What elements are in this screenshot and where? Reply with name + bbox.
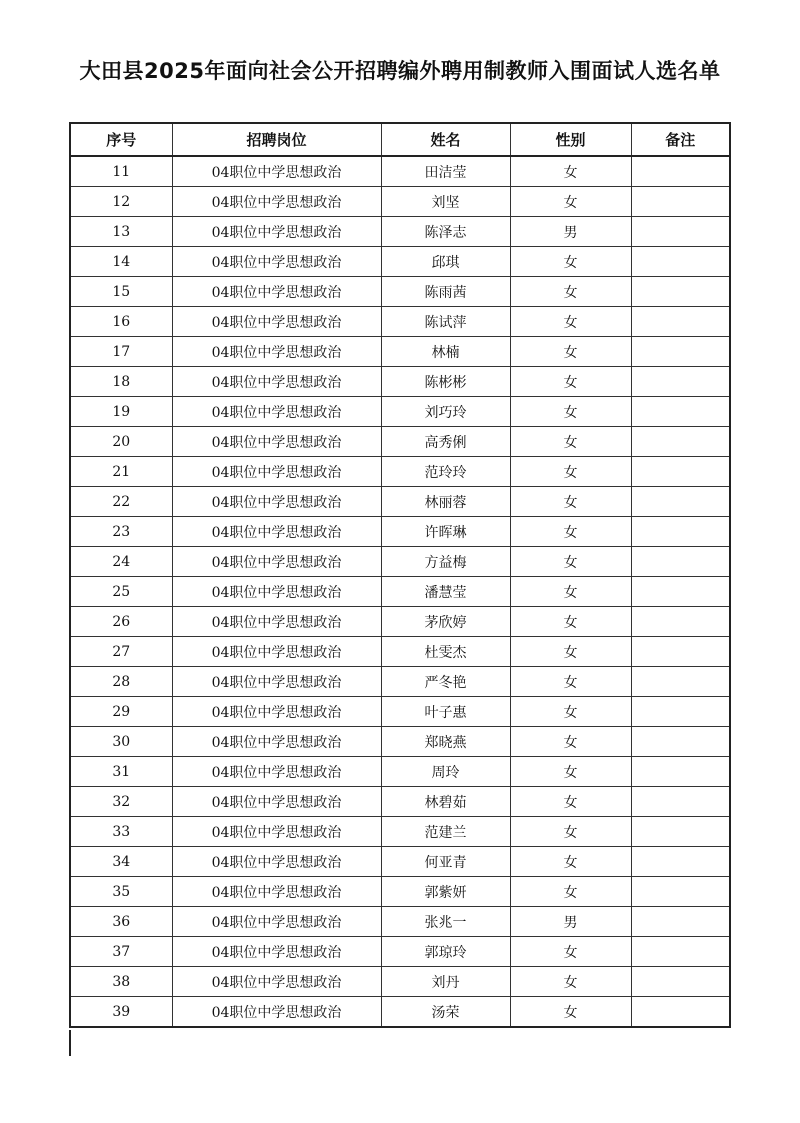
cell-gender: 女 — [510, 547, 631, 577]
cell-serial-number: 16 — [70, 307, 172, 337]
cell-remarks — [631, 877, 730, 907]
cell-remarks — [631, 937, 730, 967]
header-gender: 性别 — [510, 123, 631, 156]
cell-gender: 女 — [510, 337, 631, 367]
cell-name: 叶子惠 — [381, 697, 510, 727]
table-row — [70, 547, 730, 577]
cell-name: 林碧茹 — [381, 787, 510, 817]
cell-remarks — [631, 337, 730, 367]
cell-gender: 女 — [510, 727, 631, 757]
cell-name: 范玲玲 — [381, 457, 510, 487]
cell-name: 张兆一 — [381, 907, 510, 937]
cell-gender: 女 — [510, 817, 631, 847]
cell-position: 04职位中学思想政治 — [172, 307, 381, 337]
cell-position: 04职位中学思想政治 — [172, 667, 381, 697]
cell-remarks — [631, 397, 730, 427]
cell-position: 04职位中学思想政治 — [172, 247, 381, 277]
cell-serial-number: 20 — [70, 427, 172, 457]
cell-position: 04职位中学思想政治 — [172, 577, 381, 607]
table-row — [70, 967, 730, 997]
cell-gender: 女 — [510, 967, 631, 997]
cell-remarks — [631, 547, 730, 577]
cell-gender: 女 — [510, 247, 631, 277]
cell-serial-number: 29 — [70, 697, 172, 727]
cell-gender: 女 — [510, 787, 631, 817]
cell-name: 林丽蓉 — [381, 487, 510, 517]
candidate-table — [69, 122, 731, 1028]
cell-remarks — [631, 277, 730, 307]
table-row — [70, 607, 730, 637]
cell-position: 04职位中学思想政治 — [172, 967, 381, 997]
cell-name: 范建兰 — [381, 817, 510, 847]
cell-position: 04职位中学思想政治 — [172, 607, 381, 637]
cell-gender: 女 — [510, 847, 631, 877]
cell-gender: 女 — [510, 156, 631, 187]
cell-serial-number: 14 — [70, 247, 172, 277]
cell-gender: 女 — [510, 937, 631, 967]
cell-serial-number: 13 — [70, 217, 172, 247]
cell-gender: 女 — [510, 997, 631, 1028]
cell-remarks — [631, 427, 730, 457]
cell-position: 04职位中学思想政治 — [172, 156, 381, 187]
cell-position: 04职位中学思想政治 — [172, 697, 381, 727]
cell-serial-number: 24 — [70, 547, 172, 577]
cell-remarks — [631, 727, 730, 757]
cell-position: 04职位中学思想政治 — [172, 877, 381, 907]
cell-gender: 女 — [510, 517, 631, 547]
table-row — [70, 187, 730, 217]
table-row — [70, 367, 730, 397]
cell-position: 04职位中学思想政治 — [172, 367, 381, 397]
cell-position: 04职位中学思想政治 — [172, 457, 381, 487]
table-body — [70, 156, 730, 1027]
cell-gender: 女 — [510, 487, 631, 517]
cell-position: 04职位中学思想政治 — [172, 487, 381, 517]
cell-position: 04职位中学思想政治 — [172, 847, 381, 877]
cell-serial-number: 23 — [70, 517, 172, 547]
cell-name: 陈泽志 — [381, 217, 510, 247]
cell-serial-number: 38 — [70, 967, 172, 997]
cell-name: 周玲 — [381, 757, 510, 787]
cell-serial-number: 15 — [70, 277, 172, 307]
cell-name: 郑晓燕 — [381, 727, 510, 757]
table-row — [70, 877, 730, 907]
cell-remarks — [631, 967, 730, 997]
header-remarks: 备注 — [631, 123, 730, 156]
cell-position: 04职位中学思想政治 — [172, 907, 381, 937]
cell-name: 刘巧玲 — [381, 397, 510, 427]
table-row — [70, 337, 730, 367]
cell-remarks — [631, 187, 730, 217]
cell-position: 04职位中学思想政治 — [172, 397, 381, 427]
table-row — [70, 907, 730, 937]
table-row — [70, 247, 730, 277]
table-row — [70, 397, 730, 427]
cell-gender: 女 — [510, 187, 631, 217]
table-row — [70, 727, 730, 757]
cell-gender: 女 — [510, 637, 631, 667]
table-row — [70, 817, 730, 847]
cell-gender: 女 — [510, 457, 631, 487]
table-row — [70, 577, 730, 607]
cell-serial-number: 25 — [70, 577, 172, 607]
table-header — [70, 123, 730, 156]
cell-name: 何亚青 — [381, 847, 510, 877]
cell-name: 方益梅 — [381, 547, 510, 577]
cell-remarks — [631, 697, 730, 727]
cell-serial-number: 39 — [70, 997, 172, 1028]
cell-name: 高秀俐 — [381, 427, 510, 457]
cell-position: 04职位中学思想政治 — [172, 337, 381, 367]
cell-remarks — [631, 367, 730, 397]
cell-serial-number: 37 — [70, 937, 172, 967]
cell-serial-number: 18 — [70, 367, 172, 397]
table-row — [70, 427, 730, 457]
cell-name: 刘坚 — [381, 187, 510, 217]
cell-remarks — [631, 307, 730, 337]
cell-name: 邱琪 — [381, 247, 510, 277]
cell-serial-number: 32 — [70, 787, 172, 817]
table-row — [70, 847, 730, 877]
cell-gender: 女 — [510, 757, 631, 787]
cell-gender: 男 — [510, 907, 631, 937]
cell-name: 陈试萍 — [381, 307, 510, 337]
cell-gender: 女 — [510, 877, 631, 907]
cell-position: 04职位中学思想政治 — [172, 997, 381, 1028]
cell-gender: 女 — [510, 397, 631, 427]
header-position: 招聘岗位 — [172, 123, 381, 156]
cell-remarks — [631, 577, 730, 607]
table-row — [70, 307, 730, 337]
cell-remarks — [631, 156, 730, 187]
cell-position: 04职位中学思想政治 — [172, 787, 381, 817]
header-serial-number: 序号 — [70, 123, 172, 156]
cell-remarks — [631, 247, 730, 277]
cell-position: 04职位中学思想政治 — [172, 517, 381, 547]
cell-position: 04职位中学思想政治 — [172, 937, 381, 967]
cell-position: 04职位中学思想政治 — [172, 727, 381, 757]
cell-name: 田洁莹 — [381, 156, 510, 187]
cell-remarks — [631, 757, 730, 787]
cell-position: 04职位中学思想政治 — [172, 427, 381, 457]
cell-position: 04职位中学思想政治 — [172, 637, 381, 667]
cell-name: 许晖琳 — [381, 517, 510, 547]
table-row — [70, 697, 730, 727]
table-row — [70, 787, 730, 817]
cell-position: 04职位中学思想政治 — [172, 277, 381, 307]
header-row — [70, 123, 730, 156]
table-row — [70, 517, 730, 547]
cell-serial-number: 22 — [70, 487, 172, 517]
table-row — [70, 156, 730, 187]
table-border-continuation — [69, 1030, 71, 1056]
cell-gender: 女 — [510, 577, 631, 607]
cell-name: 汤荣 — [381, 997, 510, 1028]
cell-remarks — [631, 847, 730, 877]
cell-remarks — [631, 487, 730, 517]
cell-name: 陈彬彬 — [381, 367, 510, 397]
header-name: 姓名 — [381, 123, 510, 156]
cell-serial-number: 33 — [70, 817, 172, 847]
cell-name: 陈雨茜 — [381, 277, 510, 307]
table-row — [70, 487, 730, 517]
cell-serial-number: 31 — [70, 757, 172, 787]
cell-remarks — [631, 817, 730, 847]
cell-remarks — [631, 217, 730, 247]
table-row — [70, 277, 730, 307]
cell-remarks — [631, 667, 730, 697]
cell-remarks — [631, 517, 730, 547]
cell-name: 杜雯杰 — [381, 637, 510, 667]
cell-remarks — [631, 787, 730, 817]
cell-remarks — [631, 637, 730, 667]
cell-gender: 男 — [510, 217, 631, 247]
cell-gender: 女 — [510, 607, 631, 637]
cell-serial-number: 26 — [70, 607, 172, 637]
cell-name: 刘丹 — [381, 967, 510, 997]
table-row — [70, 937, 730, 967]
cell-serial-number: 36 — [70, 907, 172, 937]
cell-serial-number: 34 — [70, 847, 172, 877]
cell-position: 04职位中学思想政治 — [172, 217, 381, 247]
cell-remarks — [631, 457, 730, 487]
cell-gender: 女 — [510, 667, 631, 697]
table-row — [70, 217, 730, 247]
cell-serial-number: 11 — [70, 156, 172, 187]
table-row — [70, 757, 730, 787]
cell-name: 郭琼玲 — [381, 937, 510, 967]
cell-serial-number: 28 — [70, 667, 172, 697]
table-row — [70, 997, 730, 1028]
cell-gender: 女 — [510, 697, 631, 727]
table-row — [70, 667, 730, 697]
cell-position: 04职位中学思想政治 — [172, 547, 381, 577]
cell-serial-number: 35 — [70, 877, 172, 907]
table-row — [70, 637, 730, 667]
cell-serial-number: 27 — [70, 637, 172, 667]
cell-gender: 女 — [510, 427, 631, 457]
cell-serial-number: 19 — [70, 397, 172, 427]
cell-serial-number: 12 — [70, 187, 172, 217]
cell-position: 04职位中学思想政治 — [172, 757, 381, 787]
table-row — [70, 457, 730, 487]
cell-remarks — [631, 907, 730, 937]
cell-gender: 女 — [510, 277, 631, 307]
cell-serial-number: 17 — [70, 337, 172, 367]
cell-name: 林楠 — [381, 337, 510, 367]
cell-gender: 女 — [510, 367, 631, 397]
cell-name: 郭紫妍 — [381, 877, 510, 907]
page-title: 大田县2025年面向社会公开招聘编外聘用制教师入围面试人选名单 — [79, 59, 721, 83]
cell-position: 04职位中学思想政治 — [172, 817, 381, 847]
cell-gender: 女 — [510, 307, 631, 337]
cell-position: 04职位中学思想政治 — [172, 187, 381, 217]
cell-remarks — [631, 607, 730, 637]
cell-remarks — [631, 997, 730, 1028]
cell-serial-number: 21 — [70, 457, 172, 487]
cell-name: 茅欣婷 — [381, 607, 510, 637]
cell-name: 严冬艳 — [381, 667, 510, 697]
cell-serial-number: 30 — [70, 727, 172, 757]
cell-name: 潘慧莹 — [381, 577, 510, 607]
